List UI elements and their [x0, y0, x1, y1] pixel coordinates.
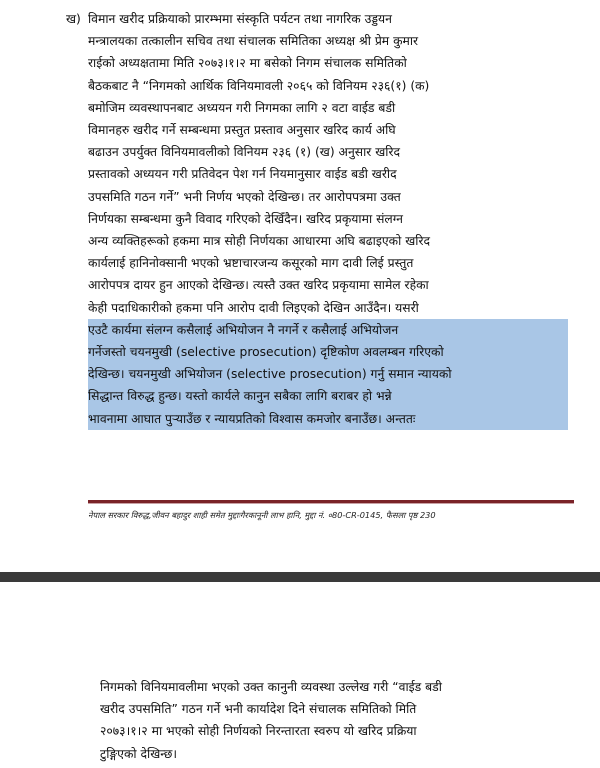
- text-line: कार्यलाई हानिनोक्सानी भएको भ्रष्टाचारजन्य कसूरको माग दावी लिई प्रस्तुत: [88, 256, 414, 271]
- page-footer: नेपाल सरकार विरुद्ध,जीवन बहादुर शाही समेत मुद्दाःगैरकानूनी लाभ हानि, मुद्दा नं. ०80-CR-0145, फैसला पृष्ठ 230: [88, 510, 436, 520]
- page-separator: [0, 572, 600, 582]
- text-line: बढाउन उपर्युक्त विनियमावलीको विनियम २३६ (१) (ख) अनुसार खरिद: [88, 145, 401, 160]
- footer-divider: [88, 500, 574, 504]
- text-line: २०७३।१।२ मा भएको सोही निर्णयको निरन्तारता स्वरुप यो खरिद प्रक्रिया: [100, 724, 417, 739]
- text-line: बैठकबाट नै “निगमको आर्थिक विनियमावली २०६५ को विनियम २३६(१) (क): [88, 78, 430, 93]
- text-line: मन्त्रालयका तत्कालीन सचिव तथा संचालक समितिका अध्यक्ष श्री प्रेम कुमार: [88, 34, 419, 49]
- text-line: खरीद उपसमिति” गठन गर्ने भनी कार्यादेश दिने संचालक समितिको मिति: [100, 702, 417, 717]
- text-line: निगमको विनियमावलीमा भएको उक्त कानुनी व्यवस्था उल्लेख गरी “वाईड बडी: [100, 680, 442, 694]
- highlighted-text-line[interactable]: गर्नेजस्तो चयनमुखी (selective prosecution) दृष्टिकोण अवलम्बन गरिएको: [88, 341, 568, 363]
- text-line: निर्णयका सम्बन्धमा कुनै विवाद गरिएको देखिँदैन। खरिद प्रकृयामा संलग्न: [88, 211, 403, 226]
- text-line: अन्य व्यक्तिहरूको हकमा मात्र सोही निर्णयका आधारमा अघि बढाइएको खरिद: [88, 234, 431, 249]
- paragraph-continuation: [100, 676, 570, 765]
- paragraph-kha: [66, 8, 568, 430]
- text-line: प्रस्तावको अध्ययन गरी प्रतिवेदन पेश गर्न नियमानुसार वाईड बडी खरीद: [88, 167, 397, 182]
- item-marker: ख): [66, 12, 81, 26]
- highlighted-text-line[interactable]: सिद्धान्त विरुद्ध हुन्छ। यस्तो कार्यले कानुन सबैका लागि बराबर हो भन्ने: [88, 385, 568, 407]
- text-line: उपसमिति गठन गर्ने” भनी निर्णय भएको देखिन्छ। तर आरोपपत्रमा उक्त: [88, 189, 401, 204]
- text-line: आरोपपत्र दायर हुन आएको देखिन्छ। त्यस्तै उक्त खरिद प्रकृयामा सामेल रहेका: [88, 278, 429, 293]
- highlighted-text-line[interactable]: देखिन्छ। चयनमुखी अभियोजन (selective prosecution) गर्नु समान न्यायको: [88, 363, 568, 385]
- text-line: केही पदाधिकारीको हकमा पनि आरोप दावी लिइएको देखिन आउँदैन। यसरी: [88, 300, 419, 315]
- text-line: विमानहरु खरीद गर्ने सम्बन्धमा प्रस्तुत प्रस्ताव अनुसार खरिद कार्य अघि: [88, 123, 396, 138]
- text-line: राईको अध्यक्षतामा मिति २०७३।१।२ मा बसेको निगम संचालक समितिको: [88, 56, 407, 71]
- text-line: टुङ्गिएको देखिन्छ।: [100, 746, 178, 761]
- text-line: बमोजिम व्यवस्थापनबाट अध्ययन गरी निगमका लागि २ वटा वाईड बडी: [88, 100, 396, 115]
- text-line: विमान खरीद प्रक्रियाको प्रारम्भमा संस्कृति पर्यटन तथा नागरिक उड्डयन: [88, 12, 392, 26]
- document-page-2: [0, 582, 600, 768]
- highlighted-text-line[interactable]: भावनामा आघात पुर्‍याउँछ र न्यायप्रतिको विश्वास कमजोर बनाउँछ। अन्ततः: [88, 408, 568, 430]
- highlighted-text-line[interactable]: एउटै कार्यमा संलग्न कसैलाई अभियोजन नै नगर्ने र कसैलाई अभियोजन: [88, 319, 568, 341]
